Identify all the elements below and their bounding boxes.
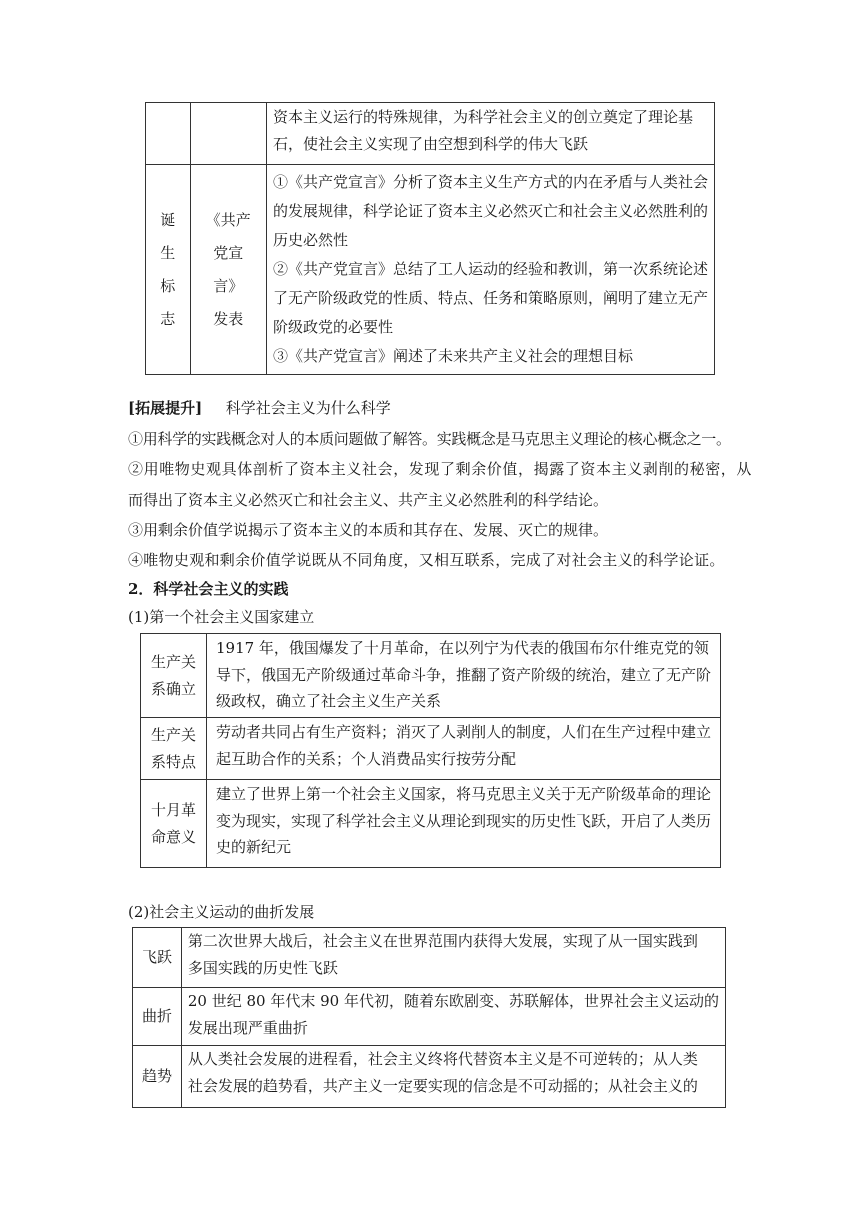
table-row — [146, 103, 715, 165]
text-line: 建立了世界上第一个社会主义国家，将马克思主义关于无产阶级革命的理论 — [215, 785, 711, 803]
extension-line: ②用唯物史观具体剖析了资本主义社会，发现了剩余价值，揭露了资本主义剥削的秘密，从 — [128, 460, 753, 478]
label-cell: 曲折 — [133, 988, 182, 1046]
text-line: 石，使社会主义实现了由空想到科学的伟大飞跃 — [272, 134, 588, 153]
content-cell — [266, 165, 714, 375]
text-line: 导下，俄国无产阶级通过革命斗争，推翻了资产阶级的统治，建立了无产阶 — [215, 665, 711, 684]
empty-cell — [190, 103, 266, 165]
text-line: 起互助合作的关系；个人消费品实行按劳分配 — [215, 749, 516, 768]
extension-line: ④唯物史观和剩余价值学说既从不同角度，又相互联系，完成了对社会主义的科学论证。 — [128, 551, 725, 569]
extension-title: 科学社会主义为什么科学 — [225, 399, 391, 417]
table-row — [141, 634, 721, 718]
label-cell: 生产关 系确立 — [141, 634, 207, 718]
subsection-heading: (1)第一个社会主义国家建立 — [128, 608, 315, 626]
subsection-heading: (2)社会主义运动的曲折发展 — [128, 903, 315, 921]
text-line: 变为现实，实现了科学社会主义从理论到现实的历史性飞跃，开启了人类历 — [215, 811, 711, 830]
section-heading: 2．科学社会主义的实践 — [128, 580, 289, 598]
empty-cell — [146, 103, 191, 165]
text-line: ①《共产党宣言》分析了资本主义生产方式的内在矛盾与人类社会 — [272, 173, 708, 191]
text-line: 了无产阶级政党的性质、特点、任务和策略原则，阐明了建立无产 — [272, 289, 708, 307]
text-line: 劳动者共同占有生产资料；消灭了人剥削人的制度，人们在生产过程中建立 — [215, 723, 711, 741]
content-cell — [181, 1046, 725, 1108]
table-row — [146, 165, 715, 375]
extension-heading — [128, 398, 738, 418]
text-line: 1917 年，俄国爆发了十月革命，在以列宁为代表的俄国布尔什维克党的领 — [215, 639, 709, 657]
table-row — [133, 988, 726, 1046]
content-cell — [206, 634, 720, 718]
text-line: 阶级政党的必要性 — [272, 318, 393, 336]
content-cell — [206, 718, 720, 780]
table-socialist-movement — [132, 927, 726, 1108]
text-line: 资本主义运行的特殊规律，为科学社会主义的创立奠定了理论基 — [272, 108, 693, 126]
text-line: ③《共产党宣言》阐述了未来共产主义社会的理想目标 — [272, 347, 633, 365]
table-row — [133, 1046, 726, 1108]
text-line: 发展出现严重曲折 — [187, 1018, 308, 1037]
table-founding-mark — [145, 102, 715, 375]
extension-line: ③用剩余价值学说揭示了资本主义的本质和其存在、发展、灭亡的规律。 — [128, 521, 609, 539]
text-line: 从人类社会发展的进程看，社会主义终将代替资本主义是不可逆转的；从人类 — [187, 1050, 698, 1068]
content-cell — [181, 988, 725, 1046]
text-line: 第二次世界大战后，社会主义在世界范围内获得大发展，实现了从一国实践到 — [187, 932, 698, 950]
table-row — [133, 928, 726, 988]
label-cell: 飞跃 — [133, 928, 182, 988]
label-cell: 十月革 命意义 — [141, 780, 207, 868]
text-line: 社会发展的趋势看，共产主义一定要实现的信念是不可动摇的；从社会主义的 — [187, 1076, 698, 1095]
extension-tag: [拓展提升] — [128, 399, 203, 417]
table-first-socialist-state — [140, 633, 721, 868]
extension-line: 而得出了资本主义必然灭亡和社会主义、共产主义必然胜利的科学结论。 — [128, 491, 609, 509]
content-cell — [206, 780, 720, 868]
text-line: 历史必然性 — [272, 231, 348, 249]
table-row — [141, 780, 721, 868]
text-line: 史的新纪元 — [215, 838, 291, 856]
event-cell: 《共产 党宣 言》 发表 — [190, 165, 266, 375]
text-line: 的发展规律，科学论证了资本主义必然灭亡和社会主义必然胜利的 — [272, 202, 708, 220]
text-line: ②《共产党宣言》总结了工人运动的经验和教训，第一次系统论述 — [272, 260, 708, 278]
text-line: 级政权，确立了社会主义生产关系 — [215, 692, 441, 710]
content-cell — [181, 928, 725, 988]
content-cell — [266, 103, 714, 165]
text-line: 20 世纪 80 年代末 90 年代初，随着东欧剧变、苏联解体，世界社会主义运动的 — [187, 992, 719, 1010]
label-cell: 趋势 — [133, 1046, 182, 1108]
text-line: 多国实践的历史性飞跃 — [187, 958, 338, 977]
extension-line: ①用科学的实践概念对人的本质问题做了解答。实践概念是马克思主义理论的核心概念之一。 — [128, 430, 731, 448]
category-cell: 诞 生 标 志 — [146, 165, 191, 375]
label-cell: 生产关 系特点 — [141, 718, 207, 780]
table-row — [141, 718, 721, 780]
